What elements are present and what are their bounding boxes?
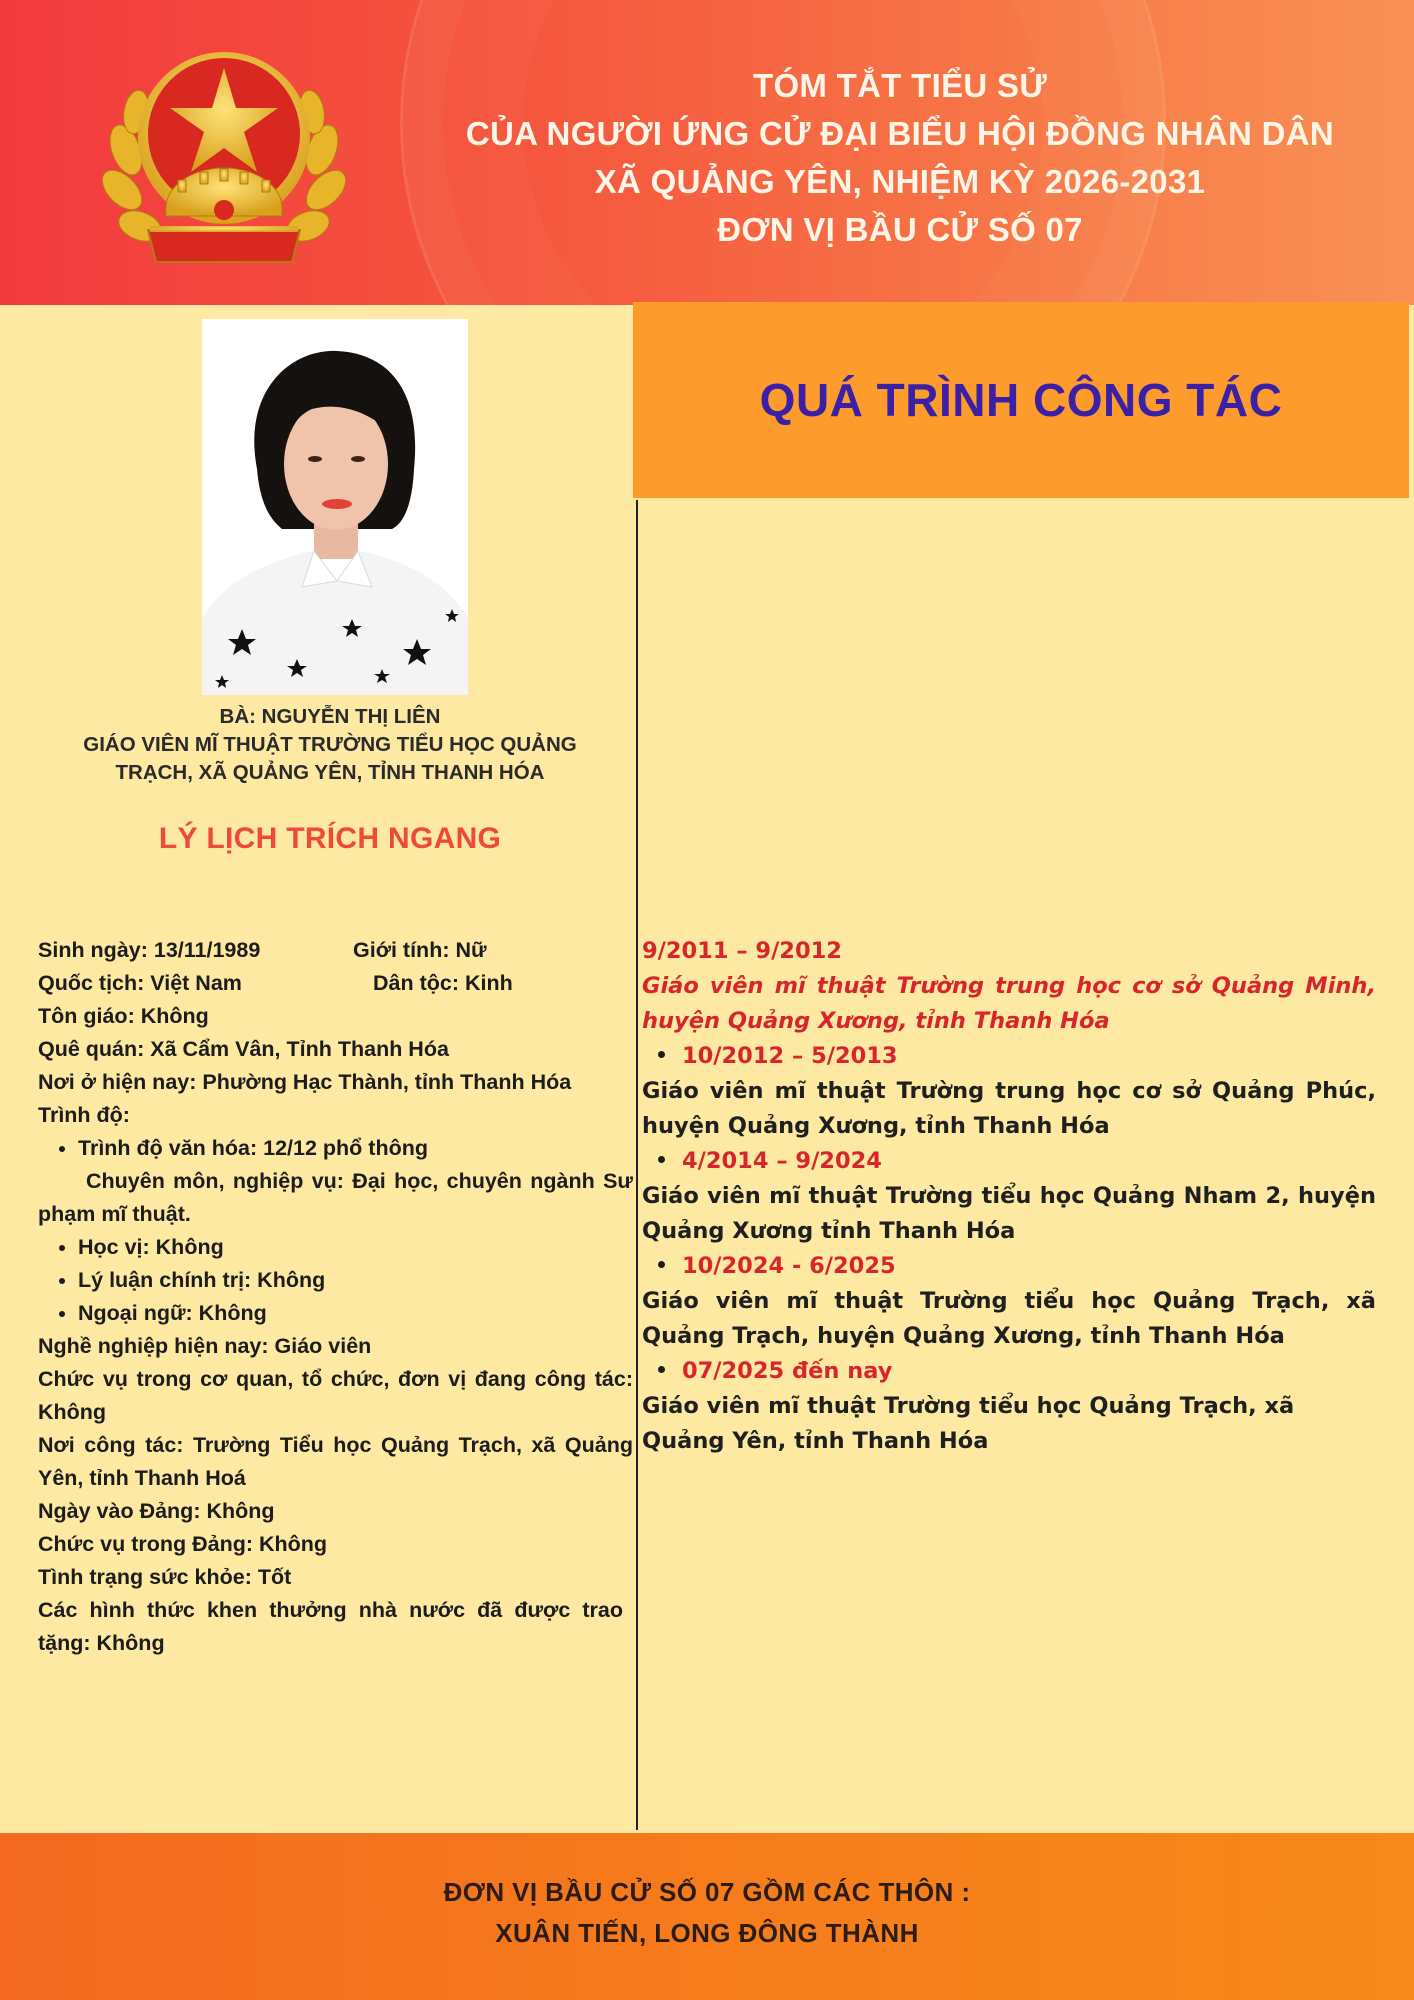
title-line: TÓM TẮT TIỂU SỬ — [752, 67, 1048, 104]
awards: Các hình thức khen thưởng nhà nước đã được trao tặng: Không — [38, 1598, 623, 1655]
bullet-icon — [658, 1051, 665, 1058]
work-description: Giáo viên mĩ thuật Trường tiểu học Quảng Trạch, xã Quảng Trạch, huyện Quảng Xương, tỉnh Thanh Hóa — [642, 1288, 1376, 1349]
bio-heading: LÝ LỊCH TRÍCH NGANG — [158, 822, 502, 855]
religion: Tôn giáo: Không — [38, 1004, 209, 1028]
candidate-role-line: GIÁO VIÊN MĨ THUẬT TRƯỜNG TIỂU HỌC QUẢNG — [83, 733, 577, 756]
political-theory: • Lý luận chính trị: Không — [78, 1264, 633, 1297]
qualification-list — [38, 1231, 633, 1330]
work-period: 9/2011 – 9/2012 — [642, 938, 842, 964]
footer-line: XUÂN TIẾN, LONG ĐÔNG THÀNH — [495, 1918, 919, 1948]
general-education: • Trình độ văn hóa: 12/12 phổ thông — [78, 1132, 633, 1165]
bio-row — [38, 967, 633, 1000]
work-period-text: 10/2012 – 5/2013 — [682, 1043, 898, 1069]
party-join-date: Ngày vào Đảng: Không — [38, 1499, 275, 1523]
education-list — [38, 1132, 633, 1165]
work-history — [642, 934, 1376, 1459]
work-heading-box — [633, 302, 1409, 498]
work-period — [642, 1039, 1376, 1074]
bullet-icon — [658, 1366, 665, 1373]
work-description: Giáo viên mĩ thuật Trường tiểu học Quảng Nham 2, huyện Quảng Xương tỉnh Thanh Hóa — [642, 1183, 1376, 1244]
work-description: Giáo viên mĩ thuật Trường tiểu học Quảng Trạch, xã Quảng Yên, tỉnh Thanh Hóa — [642, 1393, 1295, 1454]
nationality: Quốc tịch: Việt Nam — [38, 971, 242, 995]
occupation: Nghề nghiệp hiện nay: Giáo viên — [38, 1334, 372, 1358]
candidate-caption — [30, 703, 630, 787]
candidate-role-line: TRẠCH, XÃ QUẢNG YÊN, TỈNH THANH HÓA — [115, 761, 545, 784]
education-label: Trình độ: — [38, 1103, 130, 1127]
bullet-icon — [658, 1156, 665, 1163]
title-line: XÃ QUẢNG YÊN, NHIỆM KỲ 2026-2031 — [594, 163, 1206, 200]
work-description: Giáo viên mĩ thuật Trường trung học cơ sở Quảng Minh, huyện Quảng Xương, tỉnh Thanh Hóa — [642, 973, 1376, 1034]
work-period-text: 07/2025 đến nay — [682, 1358, 893, 1384]
candidate-name: BÀ: NGUYỄN THỊ LIÊN — [219, 705, 441, 728]
work-period — [642, 1354, 1376, 1389]
column-divider — [636, 500, 638, 1830]
work-period — [642, 1144, 1376, 1179]
title-line: ĐƠN VỊ BẦU CỬ SỐ 07 — [717, 211, 1083, 248]
national-emblem-icon — [96, 30, 352, 286]
ethnicity: Dân tộc: Kinh — [373, 971, 513, 995]
bullet-icon — [658, 1261, 665, 1268]
specialty: Chuyên môn, nghiệp vụ: Đại học, chuyên ngành Sư phạm mĩ thuật. — [38, 1169, 633, 1226]
bio-row — [38, 934, 633, 967]
gender: Giới tính: Nữ — [353, 938, 487, 962]
work-period — [642, 1249, 1376, 1284]
header-banner — [0, 0, 1414, 305]
document-title — [410, 62, 1390, 254]
bio-section — [38, 934, 633, 1660]
work-description: Giáo viên mĩ thuật Trường trung học cơ sở Quảng Phúc, huyện Quảng Xương, tỉnh Thanh Hóa — [642, 1078, 1376, 1139]
position: Chức vụ trong cơ quan, tổ chức, đơn vị đang công tác: Không — [38, 1367, 633, 1424]
work-period-text: 10/2024 - 6/2025 — [682, 1253, 896, 1279]
birth-date: Sinh ngày: 13/11/1989 — [38, 938, 261, 962]
candidate-portrait — [202, 319, 468, 695]
hometown: Quê quán: Xã Cẩm Vân, Tỉnh Thanh Hóa — [38, 1037, 449, 1061]
title-line: CỦA NGƯỜI ỨNG CỬ ĐẠI BIỂU HỘI ĐỒNG NHÂN DÂN — [465, 115, 1335, 152]
workplace: Nơi công tác: Trường Tiểu học Quảng Trạch, xã Quảng Yên, tỉnh Thanh Hoá — [38, 1433, 633, 1490]
degree: • Học vị: Không — [78, 1231, 633, 1264]
health: Tình trạng sức khỏe: Tốt — [38, 1565, 292, 1589]
party-position: Chức vụ trong Đảng: Không — [38, 1532, 328, 1556]
footer-line: ĐƠN VỊ BẦU CỬ SỐ 07 GỒM CÁC THÔN : — [443, 1877, 971, 1907]
work-period-text: 4/2014 – 9/2024 — [682, 1148, 882, 1174]
foreign-language: • Ngoại ngữ: Không — [78, 1297, 633, 1330]
footer-banner — [0, 1833, 1414, 2000]
work-heading: QUÁ TRÌNH CÔNG TÁC — [759, 374, 1283, 426]
residence: Nơi ở hiện nay: Phường Hạc Thành, tỉnh Thanh Hóa — [38, 1070, 572, 1094]
